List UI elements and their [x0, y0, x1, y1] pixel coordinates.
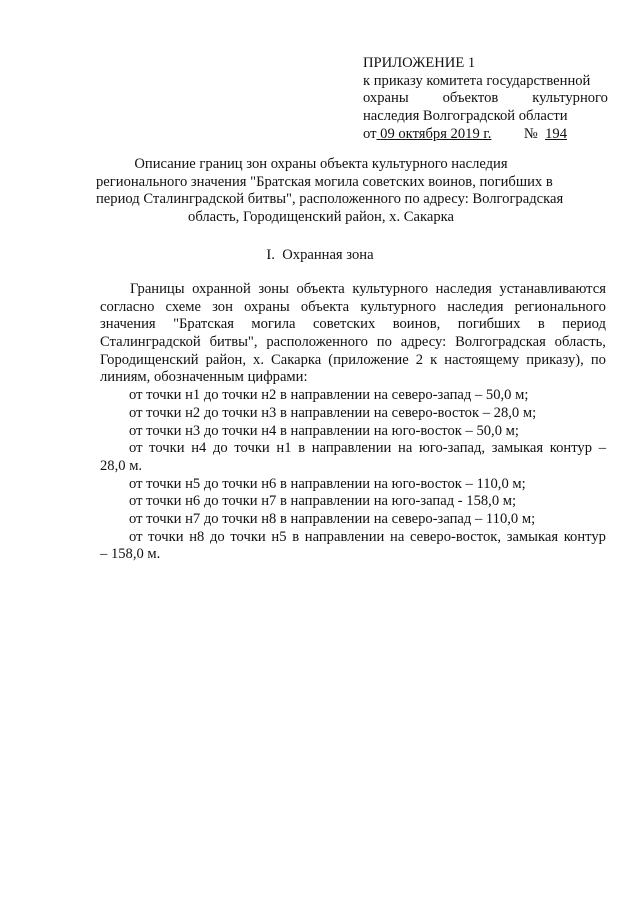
boundary-point-tail: 28,0 м. — [100, 457, 143, 474]
order-date — [363, 126, 491, 144]
appendix-date-line — [363, 126, 567, 144]
date-value: 09 октября 2019 г. — [380, 125, 492, 142]
number-prefix: № — [523, 125, 538, 142]
appendix-title: ПРИЛОЖЕНИЕ 1 — [363, 55, 476, 71]
appendix-header — [363, 55, 608, 144]
document-title — [96, 156, 564, 227]
boundary-point-line: от точки н5 до точки н6 в направлении на юго-восток – 110,0 м; — [129, 475, 526, 492]
appendix-word: культурного — [532, 90, 608, 107]
order-number — [524, 126, 567, 144]
boundary-point-line: от точки н3 до точки н4 в направлении на юго-восток – 50,0 м; — [129, 422, 519, 439]
section-title: I. Охранная зона — [266, 247, 374, 263]
intro-line: значения "Братская могила советских воинов, погибших в период — [100, 316, 606, 333]
appendix-line-1: к приказу комитета государственной — [363, 72, 591, 89]
boundary-point-line: от точки н4 до точки н1 в направлении на юго-запад, замыкая контур – — [129, 440, 606, 457]
title-line: регионального значения "Братская могила советских воинов, погибших в — [96, 173, 553, 190]
intro-line: согласно схеме зон охраны объекта культурного наследия регионального — [100, 298, 606, 315]
title-line: область, Городищенский район, х. Сакарка — [188, 209, 454, 226]
boundary-point-tail: – 158,0 м. — [100, 546, 161, 563]
boundary-point-line: от точки н6 до точки н7 в направлении на юго-запад - 158,0 м; — [129, 493, 517, 510]
intro-last-line: линиям, обозначенным цифрами: — [100, 369, 308, 386]
intro-line: Городищенский район, х. Сакарка (приложение 2 к настоящему приказу), по — [100, 351, 606, 368]
boundary-point-line: от точки н8 до точки н5 в направлении на северо-восток, замыкая контур — [129, 528, 606, 545]
title-line: Описание границ зон охраны объекта культурного наследия — [134, 156, 508, 172]
appendix-word: охраны — [363, 90, 409, 107]
number-value: 194 — [545, 125, 567, 142]
boundary-point-line: от точки н1 до точки н2 в направлении на северо-запад – 50,0 м; — [129, 387, 529, 404]
date-prefix: от — [363, 125, 377, 142]
boundary-point-line: от точки н2 до точки н3 в направлении на северо-восток – 28,0 м; — [129, 404, 537, 421]
title-line: период Сталинградской битвы", расположенного по адресу: Волгоградская — [96, 191, 564, 208]
appendix-word: объектов — [442, 90, 499, 107]
section-heading — [0, 247, 640, 265]
document-body — [100, 281, 606, 564]
appendix-line-2 — [363, 90, 608, 108]
intro-line: Сталинградской битвы", расположенного по адресу: Волгоградская область, — [100, 334, 606, 351]
intro-line: Границы охранной зоны объекта культурного наследия устанавливаются — [130, 281, 606, 297]
appendix-line-3: наследия Волгоградской области — [363, 108, 568, 125]
boundary-point-line: от точки н7 до точки н8 в направлении на северо-запад – 110,0 м; — [129, 510, 536, 527]
